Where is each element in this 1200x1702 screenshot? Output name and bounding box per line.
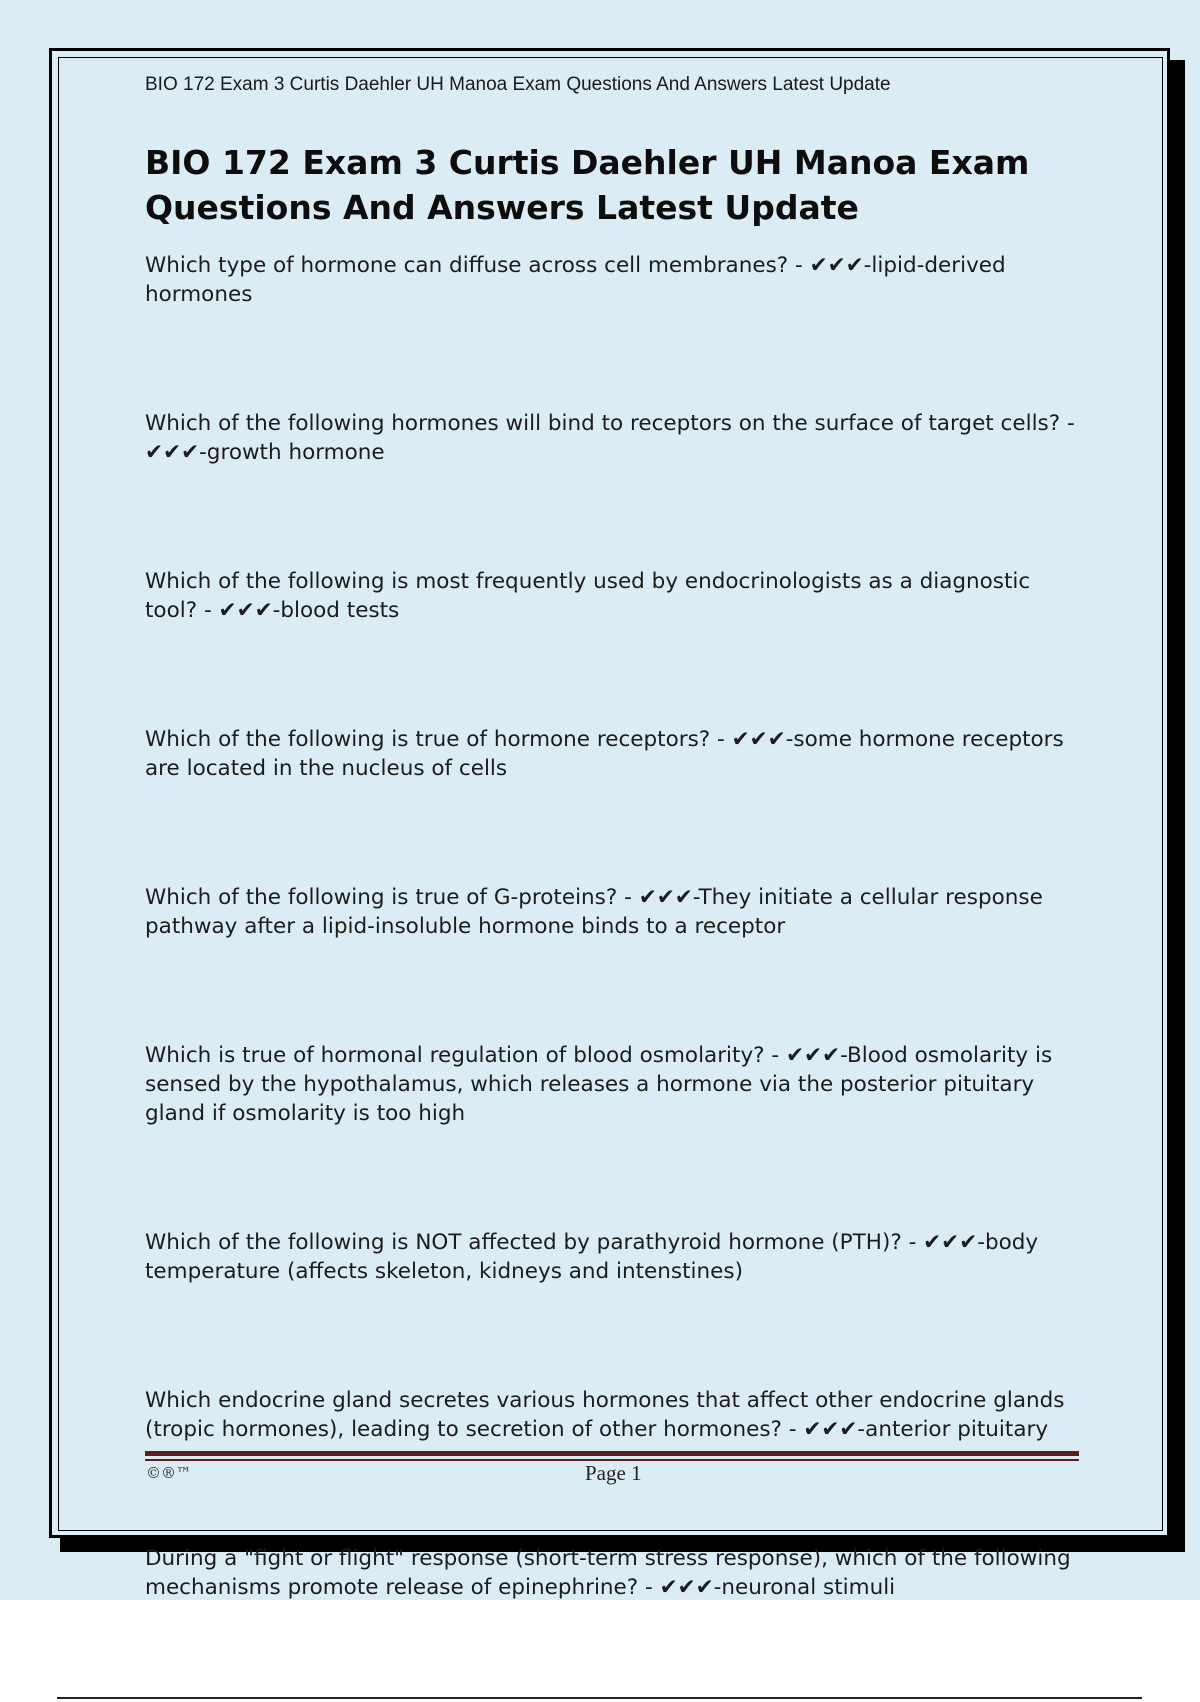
- qa-item: Which of the following is true of G-proteins? - ✔✔✔-They initiate a cellular response pathway after a lipid-insoluble hormone binds to a receptor: [145, 885, 1043, 939]
- qa-item: Which endocrine gland secretes various hormones that affect other endocrine glands (tropic hormones), leading to secretion of other hormones? - ✔✔✔-anterior pituitary: [145, 1388, 1065, 1442]
- qa-item: Which type of hormone can diffuse across cell membranes? - ✔✔✔-lipid-derived hormones: [145, 253, 1006, 307]
- next-page-top-rule: [57, 1697, 1142, 1699]
- running-header: BIO 172 Exam 3 Curtis Daehler UH Manoa Exam Questions And Answers Latest Update: [145, 74, 891, 95]
- qa-item: Which of the following is true of hormone receptors? - ✔✔✔-some hormone receptors are located in the nucleus of cells: [145, 727, 1064, 781]
- qa-item: Which of the following is most frequently used by endocrinologists as a diagnostic tool? - ✔✔✔-blood tests: [145, 569, 1031, 623]
- qa-item: Which of the following is NOT affected by parathyroid hormone (PTH)? - ✔✔✔-body temperature (affects skeleton, kidneys and intenstines): [145, 1230, 1039, 1284]
- page-number: Page 1: [585, 1461, 642, 1485]
- footer-divider-thick: [145, 1451, 1079, 1456]
- footer-symbols: ©®™: [146, 1464, 191, 1482]
- qa-item: Which of the following hormones will bind to receptors on the surface of target cells? - ✔✔✔-growth hormone: [145, 411, 1075, 465]
- document-title: BIO 172 Exam 3 Curtis Daehler UH Manoa Exam Questions And Answers Latest Update: [145, 143, 1030, 227]
- qa-item: Which is true of hormonal regulation of blood osmolarity? - ✔✔✔-Blood osmolarity is sensed by the hypothalamus, which releases a hormone via the posterior pituitary gland if osmolarity is too high: [145, 1043, 1053, 1126]
- qa-item: During a "fight or flight" response (short-term stress response), which of the following mechanisms promote release of epinephrine? - ✔✔✔-neuronal stimuli: [145, 1546, 1071, 1600]
